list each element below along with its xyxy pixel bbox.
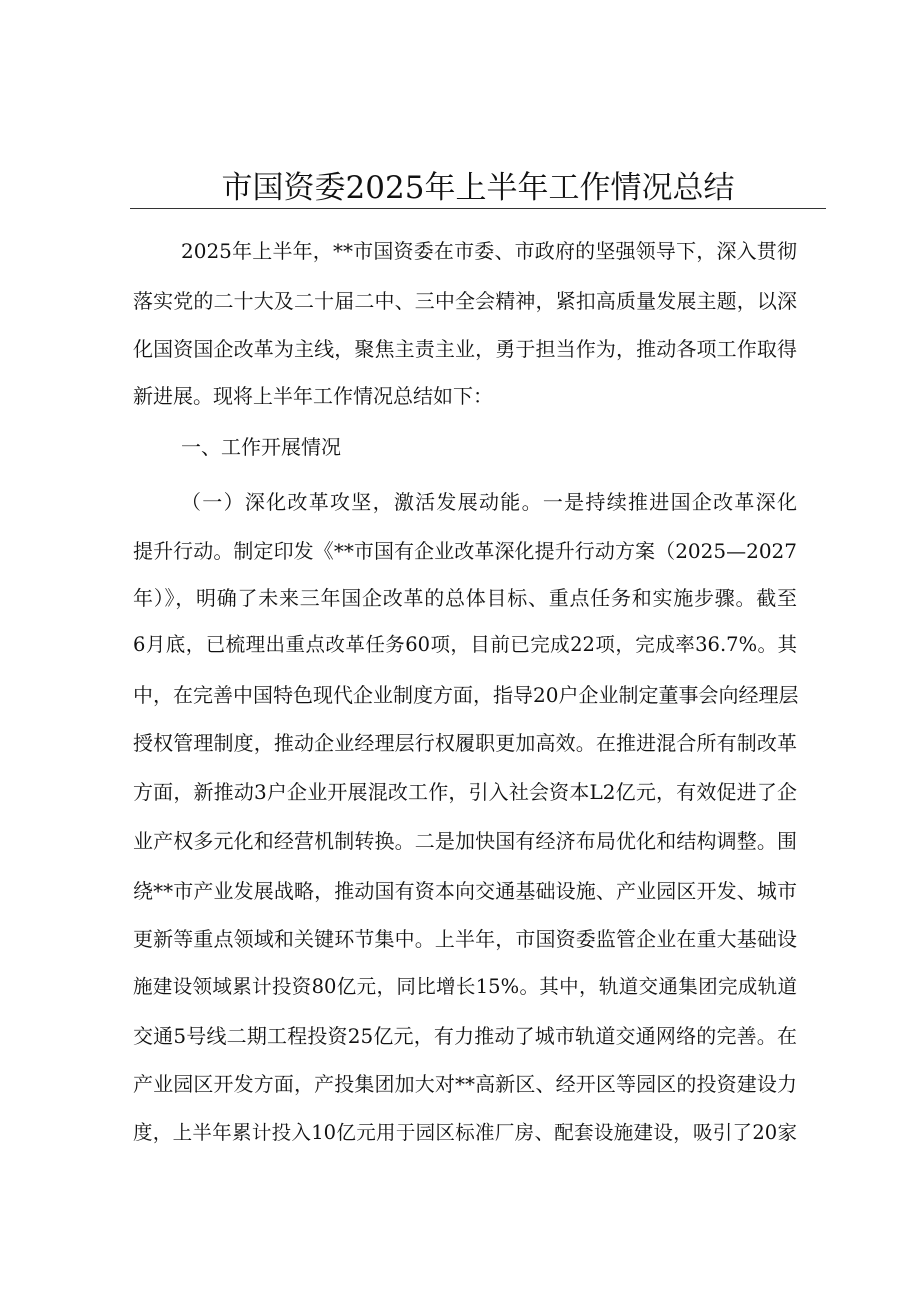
document-title: 市国资委2025年上半年工作情况总结: [221, 170, 735, 206]
body-line-1: （一）深化改革攻坚，激活发展动能。一是持续推进国企改革深化: [181, 490, 797, 514]
intro-line-3: 化国资国企改革为主线，聚焦主责主业，勇于担当作为，推动各项工作取得: [133, 337, 797, 361]
body-line-4: 6月底，已梳理出重点改革任务60项，目前已完成22项，完成率36.7%。其: [133, 633, 797, 656]
body-line-12: 交通5号线二期工程投资25亿元，有力推动了城市轨道交通网络的完善。在: [133, 1024, 797, 1048]
body-line-8: 业产权多元化和经营机制转换。二是加快国有经济布局优化和结构调整。围: [133, 829, 797, 853]
intro-line-4: 新进展。现将上半年工作情况总结如下：: [133, 384, 493, 408]
body-line-5: 中，在完善中国特色现代企业制度方面，指导20户企业制定董事会向经理层: [133, 683, 799, 707]
body-line-13: 产业园区开发方面，产投集团加大对**高新区、经开区等园区的投资建设力: [133, 1072, 797, 1096]
intro-line-2: 落实党的二十大及二十届二中、三中全会精神，紧扣高质量发展主题，以深: [133, 289, 797, 313]
body-line-7: 方面，新推动3户企业开展混改工作，引入社会资本L2亿元，有效促进了企: [133, 780, 797, 804]
body-line-2: 提升行动。制定印发《**市国有企业改革深化提升行动方案（2025—2027: [133, 539, 797, 563]
body-line-3: 年）》，明确了未来三年国企改革的总体目标、重点任务和实施步骤。截至: [133, 586, 797, 610]
intro-line-1: 2025年上半年，**市国资委在市委、市政府的坚强领导下，深入贯彻: [181, 239, 797, 263]
body-line-11: 施建设领域累计投资80亿元，同比增长15%。其中，轨道交通集团完成轨道: [133, 975, 797, 998]
section-heading: 一、工作开展情况: [181, 435, 341, 459]
body-line-6: 授权管理制度，推动企业经理层行权履职更加高效。在推进混合所有制改革: [133, 731, 797, 755]
body-line-9: 绕**市产业发展战略，推动国有资本向交通基础设施、产业园区开发、城市: [133, 879, 797, 903]
body-line-14: 度，上半年累计投入10亿元用于园区标准厂房、配套设施建设，吸引了20家: [133, 1121, 797, 1144]
body-line-10: 更新等重点领域和关键环节集中。上半年，市国资委监管企业在重大基础设: [133, 927, 797, 951]
title-underline: [130, 208, 826, 209]
